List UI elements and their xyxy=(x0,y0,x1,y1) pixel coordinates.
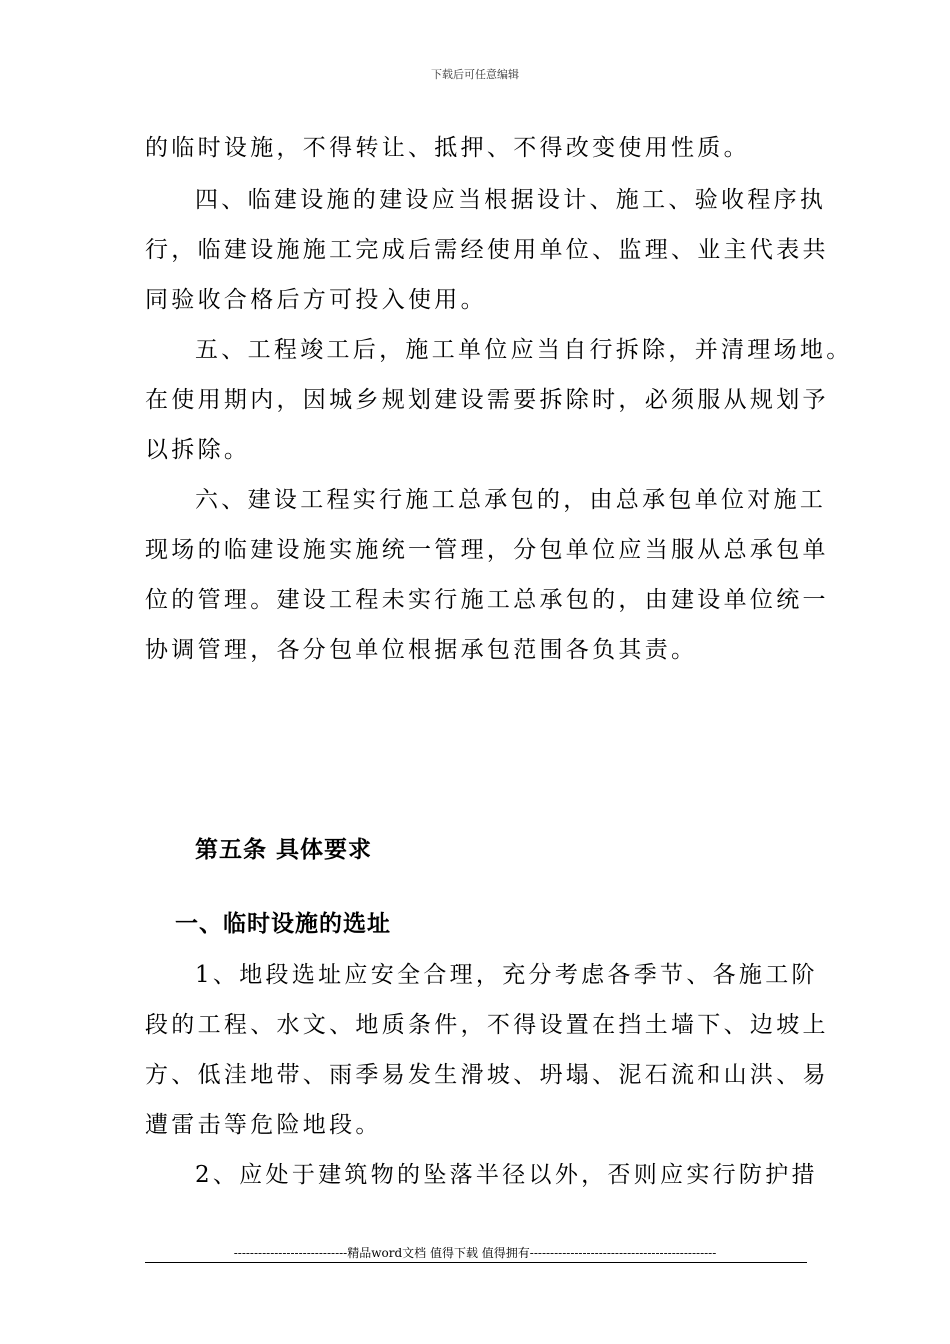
body-line: 行，临建设施施工完成后需经使用单位、监理、业主代表共 xyxy=(145,237,829,263)
body-line: 同验收合格后方可投入使用。 xyxy=(145,287,487,313)
body-line: 以拆除。 xyxy=(145,437,251,463)
footer-text: ----------------------------精品word文档 值得下载 值得拥有---------------------------------------------- xyxy=(233,1246,717,1260)
header-note: 下载后可任意编辑 xyxy=(431,68,519,81)
body-line: 位的管理。建设工程未实行施工总承包的，由建设单位统一 xyxy=(145,587,829,613)
body-line: 现场的临建设施实施统一管理，分包单位应当服从总承包单 xyxy=(145,537,829,563)
body-line: 在使用期内，因城乡规划建设需要拆除时，必须服从规划予 xyxy=(145,387,829,413)
body-line: 六、建设工程实行施工总承包的，由总承包单位对施工 xyxy=(195,487,827,513)
body-line: 段的工程、水文、地质条件，不得设置在挡土墙下、边坡上 xyxy=(145,1012,829,1038)
body-line: 方、低洼地带、雨季易发生滑坡、坍塌、泥石流和山洪、易 xyxy=(145,1062,829,1088)
body-line: 协调管理，各分包单位根据承包范围各负其责。 xyxy=(145,637,698,663)
section-heading: 一、临时设施的选址 xyxy=(175,911,391,937)
article-heading: 第五条 具体要求 xyxy=(195,837,373,863)
footer-rule xyxy=(145,1262,807,1263)
body-line: 四、临建设施的建设应当根据设计、施工、验收程序执 xyxy=(195,187,827,213)
body-line: 1、地段选址应安全合理，充分考虑各季节、各施工阶 xyxy=(195,962,818,988)
body-line: 遭雷击等危险地段。 xyxy=(145,1112,382,1138)
body-line: 五、工程竣工后，施工单位应当自行拆除，并清理场地。 xyxy=(195,337,853,363)
body-line: 2、应处于建筑物的坠落半径以外，否则应实行防护措 xyxy=(195,1162,818,1188)
body-line: 的临时设施，不得转让、抵押、不得改变使用性质。 xyxy=(145,135,750,161)
